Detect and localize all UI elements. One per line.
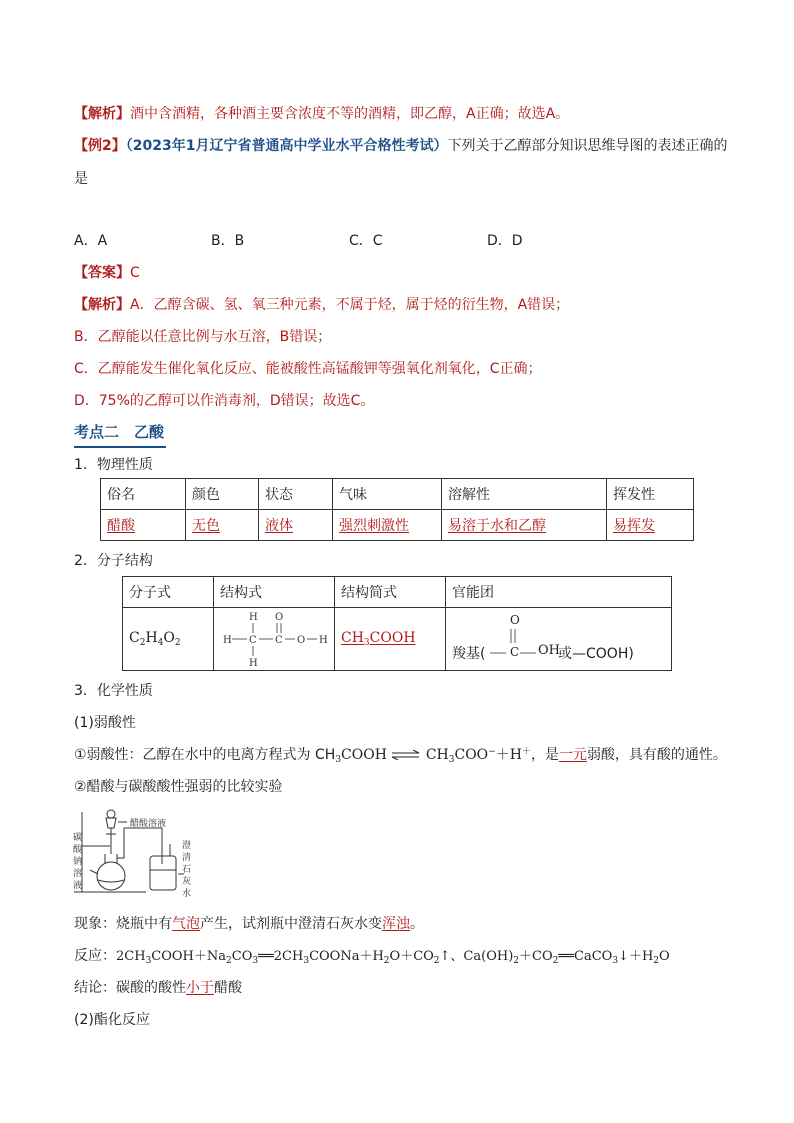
carboxyl-oh: OH — [538, 643, 560, 658]
conclusion-text-2: 醋酸 — [214, 980, 242, 996]
value-cell: 易挥发 — [613, 518, 655, 534]
value-cell: 强烈刺激性 — [339, 518, 409, 534]
struct-atom: C — [275, 635, 283, 646]
explanation-tag: 【解析】 — [74, 106, 130, 122]
reaction-label: 反应： — [74, 948, 116, 964]
section-title-underline — [74, 446, 166, 448]
explanation-text-a: A．乙醇含碳、氢、氧三种元素，不属于烃，属于烃的衍生物，A错误； — [130, 297, 570, 313]
esterification-heading: (2)酯化反应 — [74, 1012, 150, 1028]
explanation-1 — [74, 103, 569, 123]
option-c: C．C — [349, 233, 383, 249]
explanation-line-2: B．乙醇能以任意比例与水互溶，B错误； — [74, 329, 332, 345]
ionization-text: ①弱酸性：乙醇在水中的电离方程式为 CH — [74, 747, 336, 763]
label-sodium-carbonate: 碳酸钠溶液 — [73, 833, 83, 891]
header-cell: 溶解性 — [442, 479, 607, 510]
structural-formula — [214, 608, 335, 671]
structure-table — [122, 576, 672, 671]
weak-acid-heading: (1)弱酸性 — [74, 715, 136, 731]
conclusion-text: 结论：碳酸的酸性 — [74, 980, 186, 996]
header-cell: 结构简式 — [335, 577, 446, 608]
header-cell: 俗名 — [101, 479, 186, 510]
example-2-question — [74, 135, 727, 155]
functional-group-cell — [446, 608, 672, 671]
monobasic-answer: 一元 — [558, 747, 587, 763]
struct-atom: O — [275, 612, 284, 623]
label-acetic-acid: 醋酸溶液 — [130, 819, 167, 829]
table-row — [101, 510, 694, 541]
value-cell: 液体 — [265, 518, 293, 534]
phenomenon-text-3: 。 — [410, 916, 424, 932]
value-cell: 醋酸 — [107, 518, 135, 534]
acetic-acid-structure-svg — [220, 609, 328, 669]
header-cell: 分子式 — [123, 577, 214, 608]
phenomenon-line — [74, 913, 424, 933]
header-cell: 挥发性 — [607, 479, 694, 510]
option-d: D．D — [487, 233, 523, 249]
reaction-line — [74, 945, 670, 966]
value-cell: 易溶于水和乙醇 — [448, 518, 546, 534]
example-tag: 【例2】 — [74, 138, 126, 154]
physical-heading: 1．物理性质 — [74, 457, 153, 473]
carboxyl-o: O — [510, 613, 520, 627]
table-row — [101, 479, 694, 510]
question-text: 下列关于乙醇部分知识思维导图的表述正确的 — [447, 138, 728, 154]
structure-heading: 2．分子结构 — [74, 553, 153, 569]
simple-formula-cell — [335, 608, 446, 671]
question-text-cont: 是 — [74, 171, 88, 187]
header-cell: 结构式 — [214, 577, 335, 608]
answer-tag: 【答案】 — [74, 265, 130, 281]
ionization-text-2: ，是 — [530, 747, 559, 763]
ionization-equation: $_3$COOH $CH_3COO^-+H^+$ — [335, 747, 531, 765]
struct-atom: H — [249, 658, 258, 669]
explanation-text: 酒中含酒精，各种酒主要含浓度不等的酒精，即乙醇，A正确；故选A。 — [130, 106, 570, 122]
header-cell: 官能团 — [446, 577, 672, 608]
apparatus-diagram — [72, 804, 196, 900]
phenomenon-answer-1: 气泡 — [172, 916, 200, 932]
option-b: B．B — [211, 233, 245, 249]
conclusion-answer: 小于 — [186, 980, 214, 996]
equilibrium-arrow-icon — [391, 750, 421, 760]
struct-atom: O — [297, 635, 306, 646]
phenomenon-text: 现象：烧瓶中有 — [74, 916, 172, 932]
example-source: （2023年1月辽宁省普通高中学业水平合格性考试） — [125, 138, 448, 154]
explanation-line-4: D．75%的乙醇可以作消毒剂，D错误；故选C。 — [74, 393, 375, 409]
carboxyl-prefix: 羧基( — [452, 646, 486, 662]
carboxyl-c: C — [510, 645, 520, 659]
carboxyl-suffix: 或—COOH) — [558, 646, 634, 662]
molecular-formula: $C_2H_4O_2$ — [123, 608, 214, 671]
answer-line — [74, 262, 140, 282]
explanation-line-1 — [74, 294, 569, 314]
physical-table — [100, 478, 694, 541]
chemical-heading: 3．化学性质 — [74, 683, 153, 699]
phenomenon-text-2: 产生，试剂瓶中澄清石灰水变 — [200, 916, 382, 932]
table-row — [123, 608, 672, 671]
header-cell: 状态 — [259, 479, 333, 510]
option-a: A．A — [74, 233, 108, 249]
explanation-line-3: C．乙醇能发生催化氧化反应、能被酸性高锰酸钾等强氧化剂氧化，C正确； — [74, 361, 542, 377]
conclusion-line — [74, 977, 242, 997]
struct-atom: H — [223, 635, 232, 646]
value-cell: 无色 — [192, 518, 220, 534]
phenomenon-answer-2: 浑浊 — [382, 916, 410, 932]
reaction-equation: $2CH_3COOH+Na_2CO_3══2CH_3COONa+H_2O+CO_2↑$、$Ca(OH)_2+CO_2══CaCO_3↓+H_2O$ — [116, 949, 670, 966]
answer-value: C — [130, 265, 140, 281]
table-row — [123, 577, 672, 608]
experiment-heading: ②醋酸与碳酸酸性强弱的比较实验 — [74, 779, 283, 795]
section-title: 考点二 乙酸 — [74, 423, 165, 441]
header-cell: 气味 — [333, 479, 442, 510]
struct-atom: H — [249, 612, 258, 623]
struct-atom: H — [319, 635, 328, 646]
header-cell: 颜色 — [186, 479, 259, 510]
explanation-tag-2: 【解析】 — [74, 297, 130, 313]
ionization-line — [74, 744, 727, 765]
struct-atom: C — [249, 635, 257, 646]
ionization-text-3: 弱酸，具有酸的通性。 — [586, 747, 727, 763]
simple-formula: $CH_3COOH$ — [341, 630, 416, 648]
label-lime-water: 澄清石灰水 — [182, 841, 192, 899]
